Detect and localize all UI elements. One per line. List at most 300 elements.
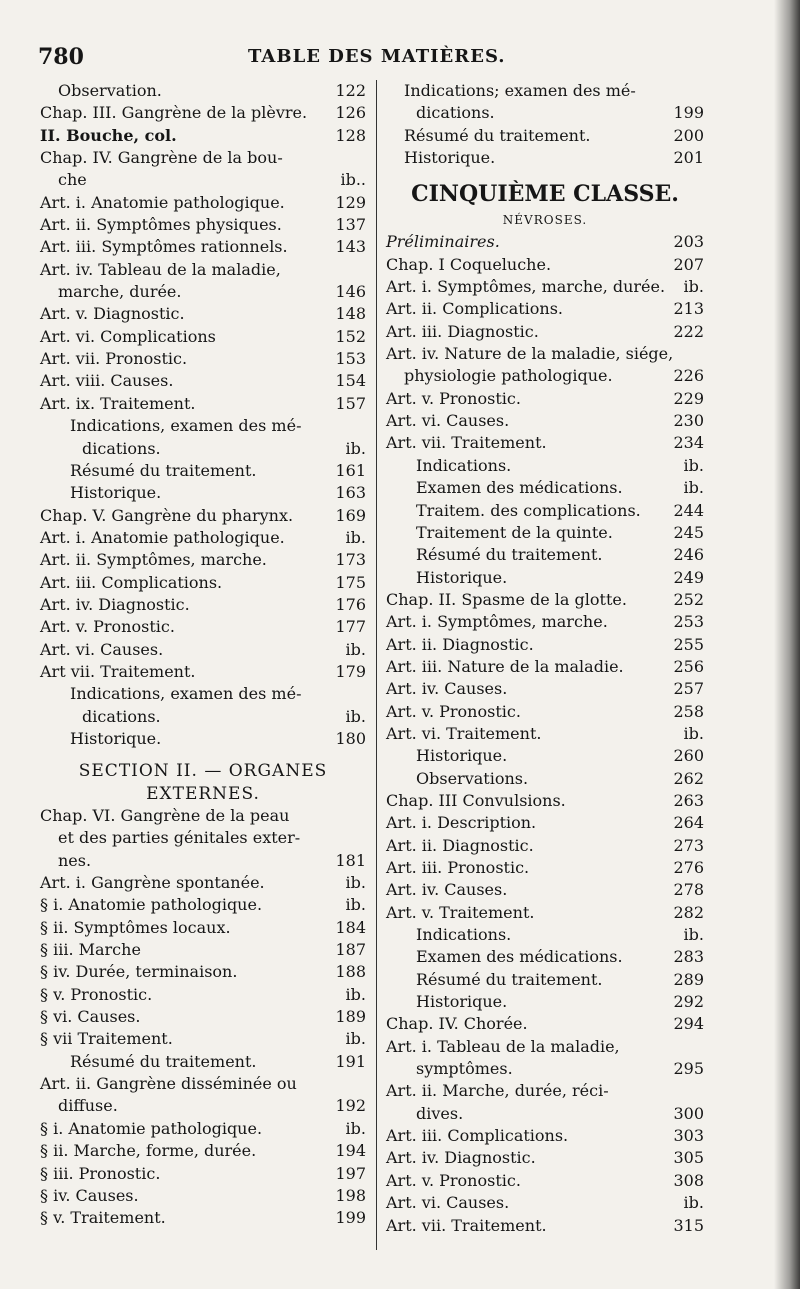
- toc-entry: [386, 231, 704, 253]
- toc-entry-text: § i. Anatomie pathologique.: [40, 1118, 263, 1138]
- toc-entry-text: Art. iv. Causes.: [386, 679, 508, 699]
- toc-page-ref: 276: [673, 858, 704, 877]
- toc-entry: [386, 902, 704, 924]
- toc-entry-text: Chap. IV. Gangrène de la bou-: [40, 148, 283, 168]
- toc-entry: [386, 678, 704, 700]
- toc-entry-text: Art. iii. Diagnostic.: [386, 321, 539, 341]
- toc-page-ref: 129: [335, 192, 366, 212]
- toc-entry: [386, 745, 704, 767]
- toc-entry: [386, 701, 704, 723]
- toc-entry-text: Observations.: [416, 768, 529, 788]
- toc-entry: [40, 505, 366, 527]
- toc-entry: [386, 80, 704, 102]
- toc-entry: [40, 827, 366, 849]
- toc-entry-text: § ii. Symptômes locaux.: [40, 917, 231, 937]
- toc-page-ref: 163: [335, 483, 366, 503]
- toc-entry: [40, 460, 366, 482]
- toc-entry-text: Art. ii. Gangrène disséminée ou: [40, 1074, 297, 1094]
- toc-entry: [386, 946, 704, 968]
- toc-page-ref: 255: [673, 634, 704, 654]
- toc-page-ref: ib.: [683, 277, 704, 297]
- toc-page-ref: 157: [335, 393, 366, 413]
- toc-page-ref: ib..: [340, 170, 366, 190]
- toc-entry-text: Art. i. Description.: [386, 813, 537, 833]
- toc-entry-text: Art. iv. Nature de la maladie, siége,: [386, 344, 674, 364]
- toc-entry: [386, 432, 704, 454]
- toc-entry-text: Art. iii. Symptômes rationnels.: [40, 237, 288, 257]
- toc-entry-text: Art. ix. Traitement.: [40, 393, 196, 413]
- toc-entry-text: Art. v. Pronostic.: [386, 701, 521, 721]
- toc-entry-text: Art. v. Diagnostic.: [40, 304, 185, 324]
- toc-entry-text: Art. ii. Marche, durée, réci-: [386, 1081, 609, 1101]
- toc-entry: [386, 589, 704, 611]
- toc-entry: [386, 1147, 704, 1169]
- toc-entry: [386, 656, 704, 678]
- toc-entry: [40, 348, 366, 370]
- toc-entry-text: Art. vi. Complications: [40, 326, 216, 346]
- page-header: [38, 44, 758, 78]
- toc-page-ref: ib.: [683, 925, 704, 945]
- toc-entry: [40, 1140, 366, 1162]
- toc-entry-text: symptômes.: [416, 1059, 513, 1079]
- toc-entry: [40, 192, 366, 214]
- toc-entry: [386, 1192, 704, 1214]
- toc-entry: [386, 477, 704, 499]
- toc-entry: [40, 482, 366, 504]
- toc-entry-text: Traitem. des complications.: [416, 500, 641, 520]
- toc-entry: [386, 723, 704, 745]
- toc-entry-text: Art. i. Tableau de la maladie,: [386, 1036, 620, 1056]
- toc-entry: [40, 894, 366, 916]
- toc-page-ref: 128: [335, 125, 366, 145]
- left-column: [40, 80, 366, 1230]
- toc-page-ref: 137: [335, 215, 366, 235]
- toc-entry: [386, 410, 704, 432]
- toc-entry: [40, 438, 366, 460]
- toc-entry-text: Historique.: [416, 567, 508, 587]
- toc-entry-text: Art. ii. Symptômes physiques.: [40, 215, 282, 235]
- toc-page-ref: 188: [335, 962, 366, 982]
- toc-entry-text: Résumé du traitement.: [70, 460, 257, 480]
- toc-entry: [40, 236, 366, 258]
- toc-page-ref: 308: [673, 1170, 704, 1190]
- toc-page-ref: 126: [335, 103, 366, 123]
- toc-entry-text: § iv. Durée, terminaison.: [40, 962, 238, 982]
- toc-page-ref: ib.: [345, 1118, 366, 1138]
- toc-entry-text: Historique.: [416, 992, 508, 1012]
- toc-entry-text: Examen des médications.: [416, 947, 623, 967]
- toc-entry-text: Art. i. Anatomie pathologique.: [40, 192, 285, 212]
- toc-page-ref: 179: [335, 661, 366, 681]
- toc-entry: [40, 850, 366, 872]
- toc-page-ref: 175: [335, 572, 366, 592]
- toc-entry: [40, 527, 366, 549]
- toc-entry-text: dives.: [416, 1103, 464, 1123]
- toc-entry-text: CINQUIÈME CLASSE.: [411, 181, 679, 208]
- toc-page-ref: ib.: [345, 639, 366, 659]
- toc-entry-text: § v. Traitement.: [40, 1208, 166, 1228]
- toc-entry: [40, 415, 366, 437]
- toc-entry-text: Chap. III. Gangrène de la plèvre.: [40, 103, 308, 123]
- toc-page-ref: 152: [335, 326, 366, 346]
- toc-entry-text: Art. vi. Traitement.: [386, 723, 542, 743]
- toc-page-ref: 197: [335, 1163, 366, 1183]
- toc-page-ref: 226: [673, 366, 704, 386]
- toc-entry-text: § vi. Causes.: [40, 1007, 141, 1027]
- toc-page-ref: 262: [673, 768, 704, 788]
- toc-entry: [386, 1080, 704, 1102]
- toc-entry-text: Art. iv. Tableau de la maladie,: [40, 259, 281, 279]
- toc-entry-text: II. Bouche, col.: [40, 125, 177, 145]
- toc-entry: [40, 1028, 366, 1050]
- toc-entry: [386, 209, 704, 231]
- toc-entry-text: Traitement de la quinte.: [416, 522, 613, 542]
- toc-page-ref: 294: [673, 1014, 704, 1034]
- toc-entry-text: Indications.: [416, 925, 512, 945]
- toc-entry-text: NÉVROSES.: [502, 213, 588, 228]
- toc-entry: [386, 500, 704, 522]
- toc-page-ref: 198: [335, 1185, 366, 1205]
- toc-page-ref: ib.: [683, 455, 704, 475]
- toc-entry-text: Art. vii. Traitement.: [386, 433, 547, 453]
- toc-entry-text: Historique.: [416, 746, 508, 766]
- toc-page-ref: 244: [673, 500, 704, 520]
- toc-entry: [40, 1095, 366, 1117]
- toc-page-ref: 207: [673, 254, 704, 274]
- toc-entry-text: Historique.: [70, 483, 162, 503]
- toc-entry-text: marche, durée.: [58, 282, 182, 302]
- toc-entry: [40, 984, 366, 1006]
- toc-page-ref: 181: [335, 850, 366, 870]
- toc-entry-text: Art. v. Pronostic.: [386, 1170, 521, 1190]
- toc-entry-text: Art. i. Symptômes, marche.: [386, 612, 608, 632]
- spacer: [386, 169, 704, 179]
- toc-page-ref: 153: [335, 349, 366, 369]
- toc-entry-text: Préliminaires.: [386, 232, 500, 252]
- toc-entry: [40, 281, 366, 303]
- toc-entry-text: Résumé du traitement.: [70, 1051, 257, 1071]
- toc-entry-text: Résumé du traitement.: [416, 969, 603, 989]
- toc-entry: [40, 326, 366, 348]
- toc-entry: [40, 80, 366, 102]
- toc-page-ref: 249: [673, 567, 704, 587]
- toc-entry-text: Art. i. Symptômes, marche, durée.: [386, 277, 666, 297]
- toc-page-ref: 246: [673, 545, 704, 565]
- toc-entry: [386, 1013, 704, 1035]
- toc-entry: [40, 917, 366, 939]
- toc-entry-text: Chap. IV. Chorée.: [386, 1014, 528, 1034]
- toc-entry-text: § iii. Marche: [40, 940, 141, 960]
- toc-page-ref: ib.: [345, 706, 366, 726]
- right-column: [386, 80, 704, 1237]
- toc-entry-text: Art. vi. Causes.: [386, 411, 510, 431]
- toc-entry: [40, 872, 366, 894]
- toc-entry-text: Art. iii. Nature de la maladie.: [386, 656, 624, 676]
- toc-page-ref: ib.: [683, 1193, 704, 1213]
- toc-entry-text: Art. ii. Diagnostic.: [386, 634, 534, 654]
- toc-entry: [40, 760, 366, 782]
- toc-page-ref: 199: [673, 103, 704, 123]
- toc-page-ref: 122: [335, 81, 366, 100]
- toc-page-ref: 180: [335, 728, 366, 748]
- toc-entry-text: § vii Traitement.: [40, 1029, 173, 1049]
- toc-entry-text: Art. i. Gangrène spontanée.: [40, 873, 265, 893]
- toc-entry-text: Art. i. Anatomie pathologique.: [40, 527, 285, 547]
- toc-entry-text: § v. Pronostic.: [40, 984, 153, 1004]
- toc-entry-text: Art. vii. Pronostic.: [40, 349, 188, 369]
- toc-entry-text: Art. iv. Causes.: [386, 880, 508, 900]
- toc-entry: [386, 969, 704, 991]
- toc-entry: [40, 728, 366, 750]
- toc-entry-text: Indications.: [416, 455, 512, 475]
- toc-entry: [386, 1058, 704, 1080]
- toc-page-ref: 161: [335, 460, 366, 480]
- toc-page-ref: ib.: [345, 1029, 366, 1049]
- toc-entry: [40, 393, 366, 415]
- toc-entry-text: Art. ii. Complications.: [386, 299, 564, 319]
- toc-entry: [386, 147, 704, 169]
- toc-page-ref: 245: [673, 522, 704, 542]
- toc-entry: [40, 259, 366, 281]
- toc-entry-text: Résumé du traitement.: [416, 545, 603, 565]
- toc-entry: [386, 1215, 704, 1237]
- toc-entry: [386, 343, 704, 365]
- toc-entry: [40, 572, 366, 594]
- toc-entry: [386, 544, 704, 566]
- toc-entry: [386, 1125, 704, 1147]
- toc-entry: [386, 125, 704, 147]
- toc-entry: [386, 857, 704, 879]
- toc-entry: [40, 961, 366, 983]
- toc-entry: [386, 522, 704, 544]
- toc-page-ref: 189: [335, 1007, 366, 1027]
- toc-page-ref: 256: [673, 656, 704, 676]
- toc-page-ref: 184: [335, 917, 366, 937]
- toc-page-ref: 222: [673, 321, 704, 341]
- toc-entry: [386, 365, 704, 387]
- toc-entry-text: § ii. Marche, forme, durée.: [40, 1141, 257, 1161]
- toc-entry: [386, 254, 704, 276]
- toc-entry: [40, 1006, 366, 1028]
- toc-entry-text: Indications, examen des mé-: [70, 416, 302, 436]
- toc-entry-text: Art. iv. Diagnostic.: [386, 1148, 536, 1168]
- toc-page-ref: 273: [673, 835, 704, 855]
- toc-page-ref: ib.: [345, 984, 366, 1004]
- toc-entry-text: Observation.: [58, 81, 162, 100]
- toc-entry-text: dications.: [416, 103, 495, 123]
- toc-page-ref: 176: [335, 594, 366, 614]
- toc-entry-text: Examen des médications.: [416, 478, 623, 498]
- toc-page-ref: 201: [673, 148, 704, 168]
- toc-entry: [40, 147, 366, 169]
- toc-page-ref: 289: [673, 969, 704, 989]
- toc-page-ref: 148: [335, 304, 366, 324]
- toc-page-ref: 292: [673, 992, 704, 1012]
- toc-entry-text: Résumé du traitement.: [404, 125, 591, 145]
- toc-entry: [40, 661, 366, 683]
- toc-entry: [386, 276, 704, 298]
- toc-page-ref: 173: [335, 550, 366, 570]
- toc-entry-text: Chap. VI. Gangrène de la peau: [40, 806, 290, 825]
- toc-entry: [40, 706, 366, 728]
- toc-page-ref: 177: [335, 617, 366, 637]
- toc-entry: [386, 179, 704, 209]
- toc-page-ref: 169: [335, 505, 366, 525]
- toc-entry: [40, 370, 366, 392]
- toc-page-ref: 230: [673, 411, 704, 431]
- toc-entry-text: Historique.: [70, 728, 162, 748]
- toc-entry: [40, 1118, 366, 1140]
- toc-page-ref: 315: [673, 1215, 704, 1235]
- toc-page-ref: ib.: [683, 478, 704, 498]
- toc-entry-text: Art. viii. Causes.: [40, 371, 174, 391]
- toc-entry-text: Art. vii. Traitement.: [386, 1215, 547, 1235]
- toc-page-ref: 303: [673, 1126, 704, 1146]
- toc-page-ref: 146: [335, 282, 366, 302]
- page-edge-shadow: [774, 0, 800, 1289]
- toc-page-ref: 282: [673, 902, 704, 922]
- toc-page-ref: 305: [673, 1148, 704, 1168]
- toc-entry: [386, 768, 704, 790]
- toc-entry-text: SECTION II. — ORGANES: [78, 761, 328, 782]
- toc-page-ref: 252: [673, 589, 704, 609]
- toc-entry: [40, 594, 366, 616]
- toc-page-ref: 200: [673, 125, 704, 145]
- toc-page-ref: 192: [335, 1096, 366, 1116]
- toc-page-ref: 264: [673, 813, 704, 833]
- toc-page-ref: 187: [335, 940, 366, 960]
- toc-page-ref: 300: [673, 1103, 704, 1123]
- toc-entry: [386, 812, 704, 834]
- toc-entry: [386, 634, 704, 656]
- toc-entry: [40, 805, 366, 827]
- toc-page-ref: 260: [673, 746, 704, 766]
- toc-page-ref: 253: [673, 612, 704, 632]
- toc-entry-text: Art. iii. Complications.: [40, 572, 223, 592]
- toc-entry-text: dications.: [82, 438, 161, 458]
- toc-page-ref: 191: [335, 1051, 366, 1071]
- toc-page-ref: ib.: [345, 895, 366, 915]
- toc-entry-text: Art. iii. Pronostic.: [386, 858, 530, 877]
- toc-page-ref: 257: [673, 679, 704, 699]
- toc-page-ref: 234: [673, 433, 704, 453]
- toc-entry-text: Art. v. Pronostic.: [386, 388, 521, 408]
- toc-entry: [386, 321, 704, 343]
- toc-page-ref: ib.: [683, 723, 704, 743]
- toc-entry: [40, 102, 366, 124]
- column-divider: [376, 80, 377, 1250]
- toc-entry: [40, 1073, 366, 1095]
- toc-entry: [40, 639, 366, 661]
- toc-entry: [386, 790, 704, 812]
- toc-page-ref: 263: [673, 790, 704, 810]
- toc-page-ref: 258: [673, 701, 704, 721]
- toc-entry: [386, 991, 704, 1013]
- toc-entry: [386, 388, 704, 410]
- toc-entry-text: Art. v. Traitement.: [386, 902, 535, 922]
- toc-entry-text: Chap. I Coqueluche.: [386, 254, 552, 274]
- toc-page-ref: ib.: [345, 873, 366, 893]
- toc-page-ref: 154: [335, 371, 366, 391]
- running-title: TABLE DES MATIÈRES.: [248, 46, 506, 67]
- toc-entry-text: Art. ii. Symptômes, marche.: [40, 550, 267, 570]
- toc-entry: [40, 783, 366, 805]
- toc-page-ref: 203: [673, 232, 704, 252]
- toc-page-ref: 229: [673, 388, 704, 408]
- toc-entry-text: dications.: [82, 706, 161, 726]
- page-number: 780: [38, 44, 84, 70]
- toc-entry: [386, 879, 704, 901]
- toc-entry: [40, 303, 366, 325]
- toc-entry-text: Art. vi. Causes.: [40, 639, 164, 659]
- toc-entry-text: et des parties génitales exter-: [58, 828, 301, 848]
- toc-page-ref: ib.: [345, 527, 366, 547]
- toc-entry: [40, 169, 366, 191]
- toc-entry-text: che: [58, 170, 87, 190]
- toc-entry-text: nes.: [58, 850, 92, 870]
- toc-entry: [386, 567, 704, 589]
- toc-entry-text: Historique.: [404, 148, 496, 168]
- toc-entry: [386, 102, 704, 124]
- toc-page-ref: 199: [335, 1208, 366, 1228]
- toc-entry: [40, 549, 366, 571]
- toc-entry-text: Chap. V. Gangrène du pharynx.: [40, 505, 294, 525]
- toc-entry: [386, 1103, 704, 1125]
- toc-page-ref: 143: [335, 237, 366, 257]
- toc-entry-text: Chap. II. Spasme de la glotte.: [386, 589, 627, 609]
- toc-entry: [40, 1185, 366, 1207]
- toc-entry: [386, 298, 704, 320]
- toc-entry: [40, 125, 366, 147]
- toc-entry-text: § iv. Causes.: [40, 1185, 139, 1205]
- toc-entry-text: Art. ii. Diagnostic.: [386, 835, 534, 855]
- toc-entry-text: Art. iii. Complications.: [386, 1126, 569, 1146]
- spacer: [40, 750, 366, 760]
- toc-entry-text: Art. vi. Causes.: [386, 1193, 510, 1213]
- toc-entry-text: § iii. Pronostic.: [40, 1163, 161, 1183]
- toc-entry: [40, 214, 366, 236]
- toc-entry-text: physiologie pathologique.: [404, 366, 613, 386]
- toc-page-ref: 283: [673, 947, 704, 967]
- toc-entry: [386, 1036, 704, 1058]
- toc-entry: [386, 1170, 704, 1192]
- toc-entry: [40, 1051, 366, 1073]
- toc-entry: [40, 1207, 366, 1229]
- toc-entry: [40, 683, 366, 705]
- toc-entry-text: § i. Anatomie pathologique.: [40, 895, 263, 915]
- toc-entry: [40, 616, 366, 638]
- toc-page-ref: 194: [335, 1141, 366, 1161]
- toc-entry-text: Chap. III Convulsions.: [386, 790, 566, 810]
- toc-page-ref: 213: [673, 299, 704, 319]
- toc-page-ref: 278: [673, 880, 704, 900]
- toc-entry: [386, 924, 704, 946]
- toc-entry-text: diffuse.: [58, 1096, 118, 1116]
- toc-entry-text: Art. v. Pronostic.: [40, 617, 175, 637]
- toc-entry-text: Indications; examen des mé-: [404, 81, 636, 100]
- toc-entry: [386, 611, 704, 633]
- toc-entry-text: Indications, examen des mé-: [70, 684, 302, 704]
- toc-entry: [40, 939, 366, 961]
- toc-entry-text: Art vii. Traitement.: [40, 661, 196, 681]
- toc-entry-text: EXTERNES.: [146, 783, 260, 804]
- toc-page-ref: ib.: [345, 438, 366, 458]
- toc-entry: [386, 455, 704, 477]
- toc-entry: [40, 1163, 366, 1185]
- toc-entry-text: Art. iv. Diagnostic.: [40, 594, 190, 614]
- toc-page-ref: 295: [673, 1059, 704, 1079]
- toc-entry: [386, 835, 704, 857]
